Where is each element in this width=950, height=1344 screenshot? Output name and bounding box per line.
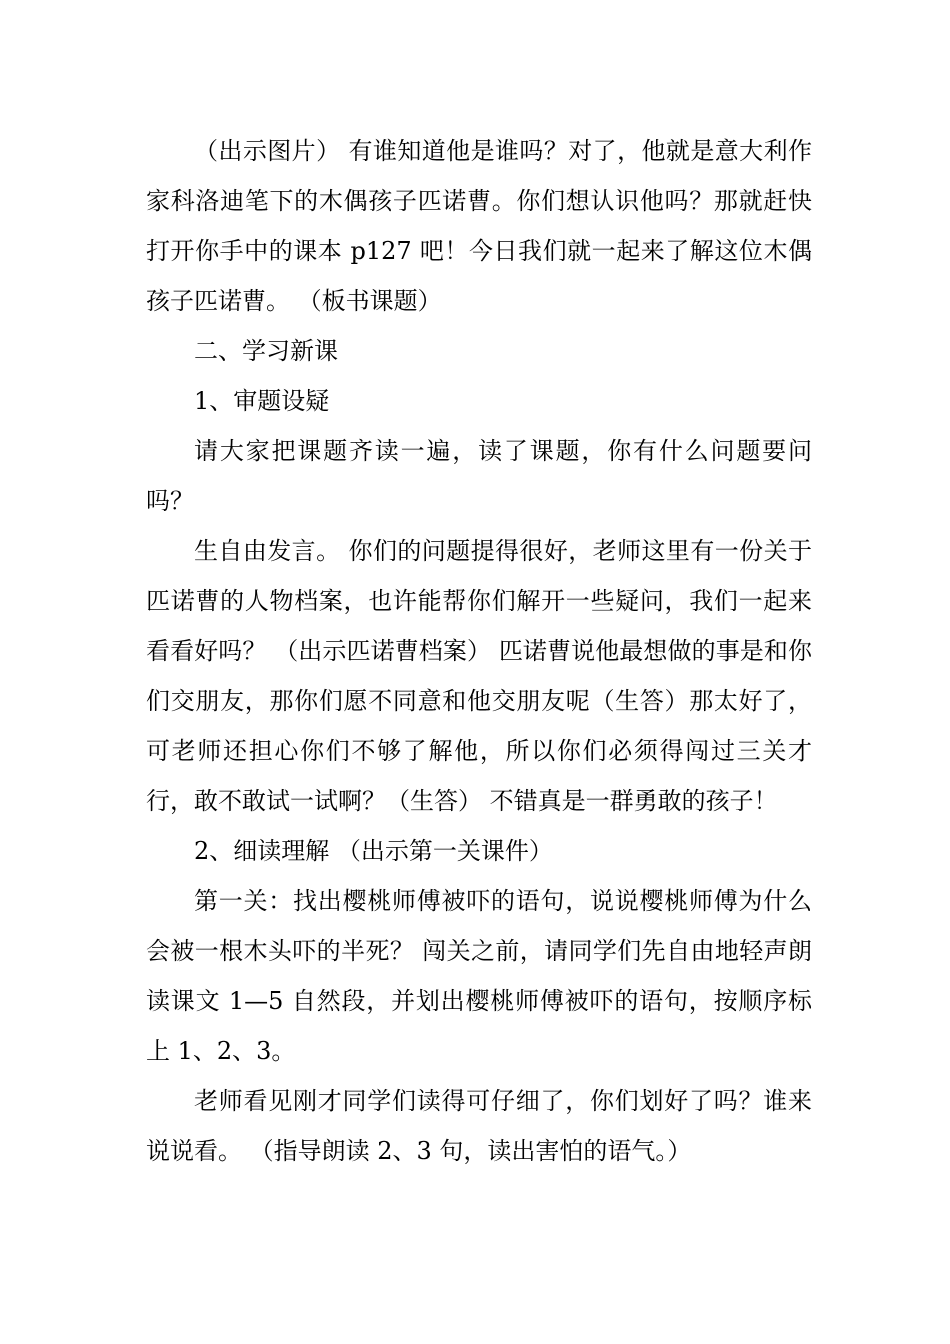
paragraph-read-title: 请大家把课题齐读一遍，读了课题，你有什么问题要问吗？ <box>146 437 812 515</box>
paragraph-student-speak: 生自由发言。 你们的问题提得很好，老师这里有一份关于匹诺曹的人物档案，也许能帮你们解开一些疑问，我们一起来看看好吗？ （出示匹诺曹档案） 匹诺曹说他最想做的事是和你们交朋友，那你们愿不同意和他交朋友呢（生答）那太好了，可老师还担心你们不够了解他，所以你们必须得闯过三关才行，敢不敢试一试啊？（生答） 不错真是一群勇敢的孩子！ <box>146 537 812 815</box>
subsection-heading-title-questions: 1、审题设疑 <box>194 387 330 415</box>
paragraph-intro: （出示图片） 有谁知道他是谁吗？对了，他就是意大利作家科洛迪笔下的木偶孩子匹诺曹。你们想认识他吗？那就赶快打开你手中的课本 p127 吧！今日我们就一起来了解这位木偶孩子匹诺曹。 （板书课题） <box>146 137 812 315</box>
section-heading-learn-new-lesson: 二、学习新课 <box>194 337 338 365</box>
subsection-heading-close-reading: 2、细读理解 （出示第一关课件） <box>194 837 553 865</box>
paragraph-first-level: 第一关：找出樱桃师傅被吓的语句，说说樱桃师傅为什么会被一根木头吓的半死？ 闯关之前，请同学们先自由地轻声朗读课文 1—5 自然段，并划出樱桃师傅被吓的语句，按顺序标上 1、2、3。 <box>146 887 812 1065</box>
document-body <box>146 126 812 1176</box>
paragraph-teacher-check: 老师看见刚才同学们读得可仔细了，你们划好了吗？谁来说说看。 （指导朗读 2、3 句，读出害怕的语气。） <box>146 1087 812 1165</box>
